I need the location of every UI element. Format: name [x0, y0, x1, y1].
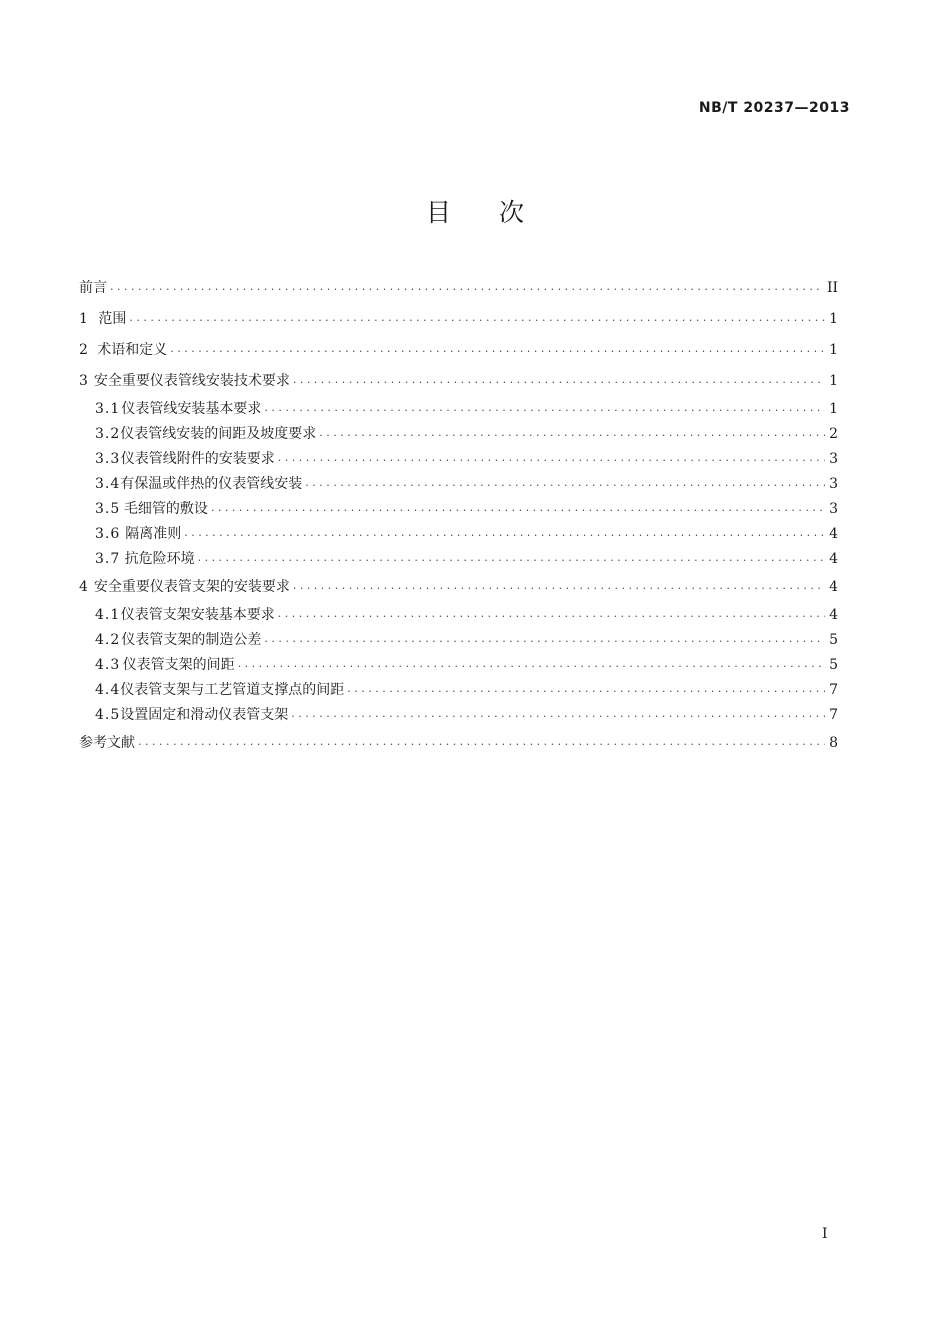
toc-entry-label: 安全重要仪表管线安装技术要求: [93, 372, 290, 389]
toc-entry-page: 5: [829, 631, 838, 648]
toc-entry-page: II: [826, 279, 838, 296]
dot-leader: [347, 680, 825, 698]
toc-entry[interactable]: [79, 365, 838, 396]
toc-entry-page: 3: [829, 475, 838, 492]
toc-entry-label: 仪表管支架的间距: [122, 656, 235, 673]
dot-leader: [264, 630, 825, 648]
toc-entry-page: 1: [829, 310, 838, 327]
toc-entry-number: 3.3: [95, 450, 121, 467]
toc-entry[interactable]: [79, 303, 838, 334]
toc-entry-number: 4: [79, 578, 89, 595]
toc-entry-number: 4.1: [95, 606, 121, 623]
toc-entry-number: 3.5: [95, 500, 121, 517]
toc-entry-label: 抗危险环境: [124, 550, 195, 567]
dot-leader: [305, 474, 825, 492]
toc-entry[interactable]: [79, 652, 838, 677]
toc-entry[interactable]: [79, 677, 838, 702]
toc-entry-page: 1: [829, 372, 838, 389]
toc-entry-label: 仪表管线安装基本要求: [121, 400, 262, 417]
dot-leader: [138, 733, 825, 751]
toc-entry-label: 术语和定义: [97, 341, 168, 358]
dot-leader: [238, 655, 825, 673]
toc-entry-page: 7: [829, 706, 838, 723]
toc-entry-page: 7: [829, 681, 838, 698]
toc-entry-number: 4.4: [95, 681, 121, 698]
toc-entry-label: 范围: [98, 310, 127, 327]
dot-leader: [170, 340, 825, 358]
dot-leader: [211, 499, 825, 517]
toc-entry[interactable]: [79, 272, 838, 303]
toc-entry-label: 设置固定和滑动仪表管支架: [120, 706, 289, 723]
toc-entry[interactable]: [79, 334, 838, 365]
dot-leader: [278, 605, 825, 623]
toc-entry[interactable]: [79, 471, 838, 496]
table-of-contents: [79, 272, 838, 758]
toc-entry-number: 3: [79, 372, 89, 389]
dot-leader: [184, 524, 825, 542]
toc-entry-number: 4.2: [95, 631, 121, 648]
toc-entry[interactable]: [79, 627, 838, 652]
dot-leader: [291, 705, 825, 723]
page-title: 目次: [425, 198, 572, 227]
toc-entry-label: 参考文献: [79, 734, 135, 751]
toc-entry-page: 8: [829, 734, 838, 751]
toc-entry[interactable]: [79, 602, 838, 627]
toc-entry-page: 2: [829, 425, 838, 442]
toc-entry-number: 3.7: [95, 550, 121, 567]
toc-entry-label: 仪表管线安装的间距及坡度要求: [120, 425, 317, 442]
dot-leader: [319, 424, 825, 442]
toc-entry-page: 1: [829, 341, 838, 358]
toc-entry-page: 3: [829, 450, 838, 467]
dot-leader: [293, 371, 825, 389]
dot-leader: [110, 278, 823, 296]
toc-entry-number: 4.3: [95, 656, 121, 673]
toc-entry-number: 3.6: [95, 525, 121, 542]
standard-code: NB/T 20237—2013: [698, 100, 850, 116]
toc-entry-label: 仪表管线附件的安装要求: [120, 450, 275, 467]
toc-entry-number: 2: [79, 341, 89, 358]
toc-entry-number: 3.4: [95, 475, 121, 492]
toc-entry[interactable]: [79, 396, 838, 421]
toc-entry[interactable]: [79, 446, 838, 471]
toc-entry-number: 3.1: [95, 400, 121, 417]
toc-entry-page: 1: [829, 400, 838, 417]
toc-entry[interactable]: [79, 702, 838, 727]
toc-entry-label: 安全重要仪表管支架的安装要求: [93, 578, 290, 595]
toc-entry-number: 3.2: [95, 425, 121, 442]
toc-entry-number: 4.5: [95, 706, 121, 723]
dot-leader: [198, 549, 826, 567]
toc-entry-label: 仪表管支架安装基本要求: [120, 606, 275, 623]
toc-entry[interactable]: [79, 571, 838, 602]
toc-entry[interactable]: [79, 546, 838, 571]
dot-leader: [264, 399, 825, 417]
toc-entry-page: 3: [829, 500, 838, 517]
toc-entry-label: 有保温或伴热的仪表管线安装: [120, 475, 303, 492]
toc-entry-page: 4: [829, 550, 838, 567]
toc-entry-label: 仪表管支架与工艺管道支撑点的间距: [120, 681, 345, 698]
toc-entry-page: 5: [829, 656, 838, 673]
toc-entry-label: 隔离准则: [125, 525, 182, 542]
toc-entry[interactable]: [79, 521, 838, 546]
dot-leader: [293, 577, 825, 595]
toc-entry-label: 毛细管的敷设: [123, 500, 208, 517]
toc-entry-label: 前言: [79, 279, 107, 296]
toc-entry-page: 4: [829, 606, 838, 623]
page-number: I: [822, 1226, 828, 1242]
dot-leader: [129, 309, 825, 327]
toc-entry-label: 仪表管支架的制造公差: [121, 631, 262, 648]
dot-leader: [278, 449, 825, 467]
toc-entry[interactable]: [79, 421, 838, 446]
toc-entry-page: 4: [829, 525, 838, 542]
toc-entry-page: 4: [829, 578, 838, 595]
toc-entry-number: 1: [79, 310, 89, 327]
toc-entry[interactable]: [79, 727, 838, 758]
toc-entry[interactable]: [79, 496, 838, 521]
